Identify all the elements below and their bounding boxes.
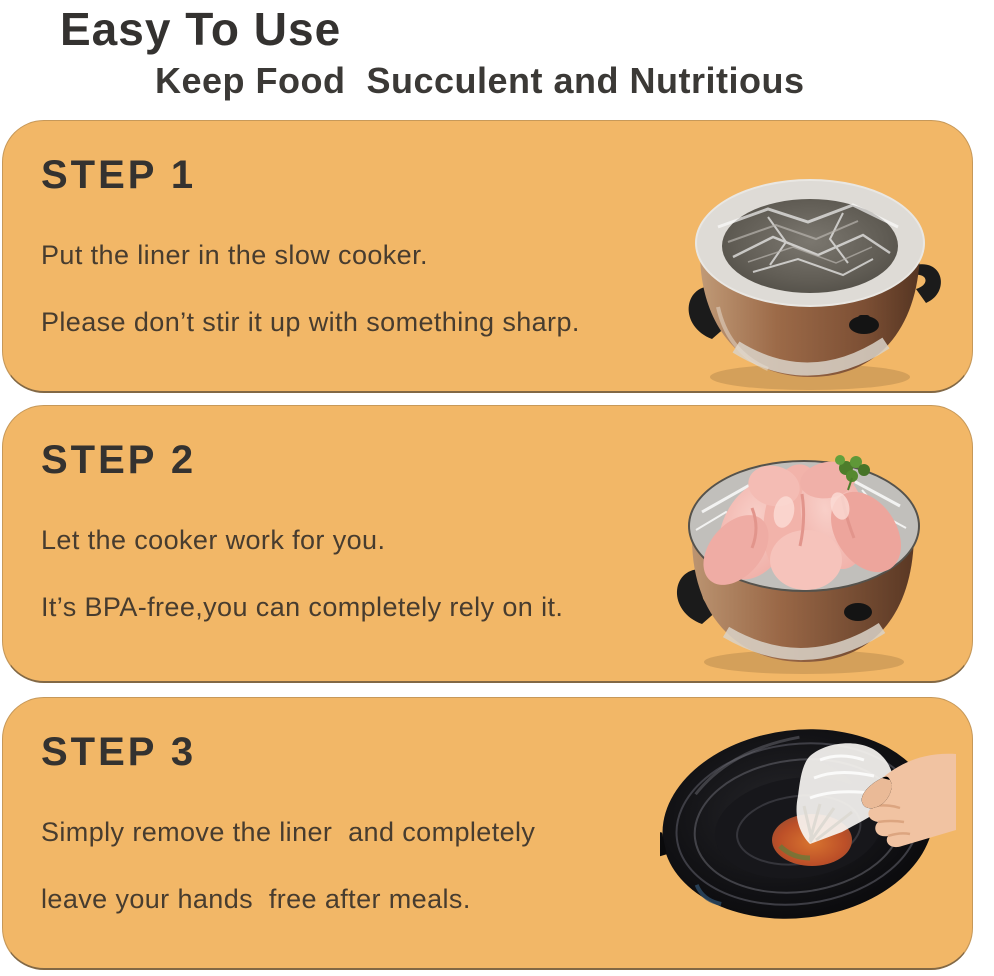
pot-shadow	[710, 364, 910, 390]
step-3-panel	[2, 697, 973, 970]
pot-base-band	[736, 343, 886, 369]
step-2-panel	[2, 405, 973, 683]
latch-knob	[849, 316, 879, 334]
food-in-bag	[772, 814, 852, 866]
step-3-line-1: Simply remove the liner and completely	[41, 817, 536, 847]
liner-interior	[722, 199, 898, 293]
step-1-title: STEP 1	[41, 153, 197, 197]
left-handle	[689, 286, 728, 339]
page-subtitle: Keep Food Succulent and Nutritious	[155, 60, 805, 101]
pot-body	[692, 528, 914, 662]
step-1-line-1: Put the liner in the slow cooker.	[41, 240, 428, 270]
pot-shadow	[704, 650, 904, 674]
step-3-title: STEP 3	[41, 730, 197, 774]
plastic-liner-rim	[695, 179, 925, 307]
left-handle	[677, 569, 718, 624]
latch-knob	[844, 603, 872, 621]
right-handle	[914, 264, 941, 303]
pot-base-band	[726, 628, 882, 654]
step-2-line-1: Let the cooker work for you.	[41, 525, 386, 555]
plastic-crinkles	[718, 205, 898, 275]
pot-body	[700, 243, 920, 377]
step-1-panel	[2, 120, 973, 393]
step-1-line-2: Please don’t stir it up with something sharp.	[41, 307, 580, 337]
plastic-crinkles	[696, 480, 906, 578]
step-2-title: STEP 2	[41, 438, 197, 482]
step-3-line-2: leave your hands free after meals.	[41, 884, 471, 914]
step-2-line-2: It’s BPA-free,you can completely rely on it.	[41, 592, 564, 622]
page-title: Easy To Use	[60, 3, 342, 55]
